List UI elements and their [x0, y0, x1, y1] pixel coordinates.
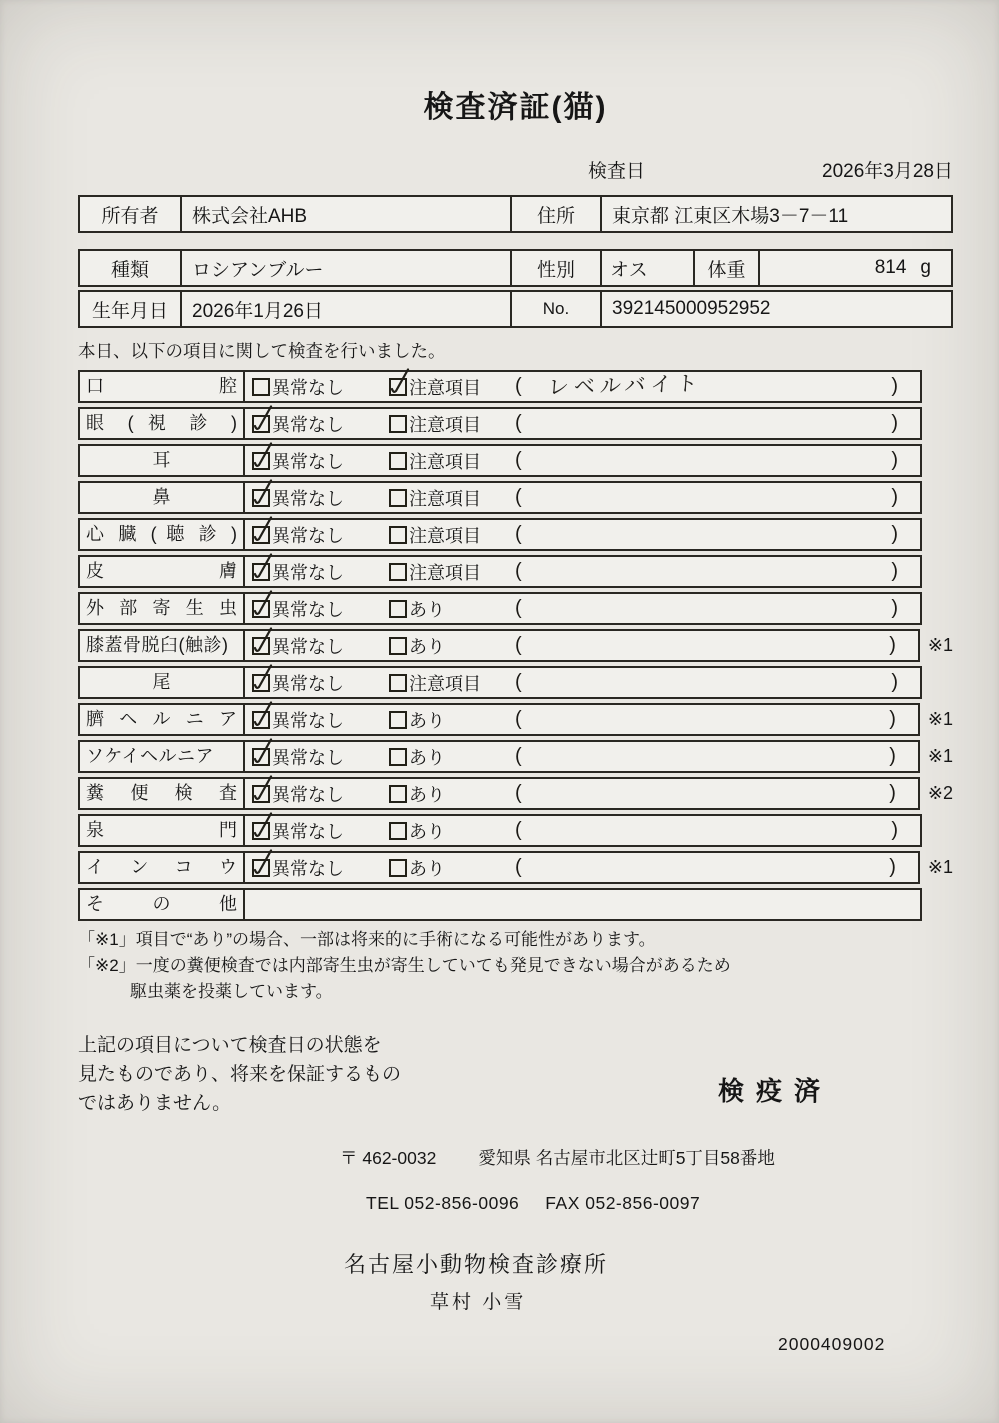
item-options [245, 631, 918, 660]
checklist-row-box [78, 666, 922, 699]
open-paren: ( [515, 634, 522, 656]
item-label: 皮 膚 [80, 557, 245, 586]
checkbox-option [389, 744, 515, 770]
checkbox-option [252, 559, 389, 585]
option-label: 注意項目 [409, 673, 481, 694]
unchecked-checkbox-icon [389, 563, 407, 581]
checked-checkbox-icon [252, 526, 270, 544]
inspection-date-value: 2026年3月28日 [822, 161, 953, 182]
item-label: そ の 他 [80, 890, 245, 919]
item-label: 外 部 寄 生 虫 [80, 594, 245, 623]
option-label: 異常なし [272, 451, 344, 472]
unchecked-checkbox-icon [389, 452, 407, 470]
option-label: 異常なし [272, 821, 344, 842]
checkbox-option [252, 485, 389, 511]
checklist-row-box [78, 740, 920, 773]
checkbox-option [389, 596, 515, 622]
close-paren: ) [891, 375, 898, 397]
checked-checkbox-icon [252, 748, 270, 766]
address-value: 東京都 江東区木場3－7－11 [612, 205, 849, 227]
item-label: 泉 門 [80, 816, 245, 845]
checklist-row-box [78, 555, 922, 588]
breed-value: ロシアンブルー [182, 251, 512, 285]
option-label: あり [409, 636, 445, 657]
option-label: 注意項目 [409, 451, 481, 472]
handwritten-note [522, 636, 889, 646]
item-options [245, 816, 920, 845]
checkbox-option [252, 707, 389, 733]
checkbox-option [389, 448, 515, 474]
checked-checkbox-icon [252, 674, 270, 692]
weight-number: 814 [874, 257, 907, 278]
option-label: 異常なし [272, 710, 344, 731]
checkbox-option [389, 855, 515, 881]
handwritten-note [522, 784, 889, 794]
footnote-mark: ※1 [927, 746, 953, 766]
footnote-mark: ※1 [927, 635, 953, 655]
checklist-row [78, 444, 953, 477]
checklist-row-box [78, 814, 922, 847]
handwritten-note [522, 673, 892, 683]
handwritten-note [522, 414, 892, 424]
checkbox-option [252, 670, 389, 696]
footnote-mark: ※1 [927, 709, 953, 729]
item-label: 膝蓋骨脱臼(触診) [80, 631, 245, 660]
checklist-row-box [78, 851, 920, 884]
checkbox-option [252, 744, 389, 770]
sex-label: 性別 [512, 251, 602, 285]
handwritten-note [522, 488, 892, 498]
handwritten-note [522, 562, 892, 572]
handwritten-note [522, 821, 892, 831]
checkbox-option [389, 633, 515, 659]
checkbox-option [252, 781, 389, 807]
item-options [245, 779, 918, 808]
unchecked-checkbox-icon [252, 378, 270, 396]
checkbox-option [389, 670, 515, 696]
handwritten-note: レベルバイト [546, 371, 703, 399]
checked-checkbox-icon [252, 785, 270, 803]
checked-checkbox-icon [252, 415, 270, 433]
option-label: 異常なし [272, 488, 344, 509]
checklist-row-box [78, 703, 920, 736]
open-paren: ( [515, 745, 522, 767]
handwritten-note [522, 710, 889, 720]
checklist-row [78, 592, 953, 625]
checklist-row-box [78, 444, 922, 477]
option-label: 異常なし [272, 377, 344, 398]
birth-row [78, 290, 953, 328]
item-label: 尾 [80, 668, 245, 697]
serial-number: 2000409002 [778, 1334, 886, 1354]
item-options [245, 853, 918, 882]
checked-checkbox-icon [252, 600, 270, 618]
item-label: 心 臓 ( 聴 診 ) [80, 520, 245, 549]
option-label: あり [409, 710, 445, 731]
unchecked-checkbox-icon [389, 637, 407, 655]
option-label: 異常なし [272, 858, 344, 879]
checklist-row [78, 666, 953, 699]
open-paren: ( [515, 819, 522, 841]
sex-value: オス [602, 251, 695, 285]
option-label: 注意項目 [409, 525, 481, 546]
item-label: ソケイヘルニア [80, 742, 245, 771]
unchecked-checkbox-icon [389, 822, 407, 840]
clinic-address-row [78, 1145, 953, 1170]
close-paren: ) [889, 708, 896, 730]
checkbox-option [252, 448, 389, 474]
item-label: 臍 ヘ ル ニ ア [80, 705, 245, 734]
option-label: 異常なし [272, 599, 344, 620]
item-options [245, 446, 920, 475]
footnotes [78, 927, 953, 1005]
checked-checkbox-icon [389, 378, 407, 396]
disclaimer-line-1: 上記の項目について検査日の状態を [78, 1035, 382, 1056]
checkbox-option [252, 818, 389, 844]
checklist-row-box [78, 592, 922, 625]
handwritten-note [522, 599, 892, 609]
checkbox-option [252, 522, 389, 548]
option-label: あり [409, 784, 445, 805]
open-paren: ( [515, 671, 522, 693]
disclaimer-block [78, 1031, 953, 1131]
close-paren: ) [891, 597, 898, 619]
option-label: 異常なし [272, 784, 344, 805]
checked-checkbox-icon [252, 452, 270, 470]
option-label: あり [409, 821, 445, 842]
checklist-row-box [78, 888, 922, 921]
breed-row [78, 249, 953, 287]
handwritten-note [522, 858, 889, 868]
disclaimer-line-2: 見たものであり、将来を保証するもの [78, 1064, 402, 1085]
close-paren: ) [891, 671, 898, 693]
open-paren: ( [515, 708, 522, 730]
checkbox-option [252, 855, 389, 881]
checked-checkbox-icon [252, 563, 270, 581]
checkbox-option [389, 374, 515, 400]
open-paren: ( [515, 375, 522, 397]
footnote-mark: ※1 [927, 857, 953, 877]
checkbox-option [389, 559, 515, 585]
clinic-address: 愛知県 名古屋市北区辻町5丁目58番地 [478, 1148, 775, 1168]
weight-label: 体重 [695, 251, 760, 285]
unchecked-checkbox-icon [389, 600, 407, 618]
open-paren: ( [515, 523, 522, 545]
checklist-row-box [78, 629, 920, 662]
close-paren: ) [889, 745, 896, 767]
option-label: 異常なし [272, 414, 344, 435]
weight-unit: g [920, 257, 931, 278]
option-label: 注意項目 [409, 562, 481, 583]
checklist-row [78, 370, 953, 403]
open-paren: ( [515, 449, 522, 471]
item-label: 口 腔 [80, 372, 245, 401]
address-label: 住所 [512, 197, 602, 231]
unchecked-checkbox-icon [389, 748, 407, 766]
checklist-row-box [78, 777, 920, 810]
footnote-2-continued: 駆虫薬を投薬しています。 [130, 982, 333, 1001]
unchecked-checkbox-icon [389, 674, 407, 692]
checked-checkbox-icon [252, 637, 270, 655]
handwritten-note [522, 747, 889, 757]
checked-checkbox-icon [252, 489, 270, 507]
owner-table [78, 195, 953, 233]
checklist-row [78, 555, 953, 588]
close-paren: ) [891, 819, 898, 841]
item-options [245, 409, 920, 438]
option-label: あり [409, 747, 445, 768]
checklist-row [78, 407, 953, 440]
checkbox-option [252, 633, 389, 659]
close-paren: ) [889, 634, 896, 656]
option-label: 異常なし [272, 525, 344, 546]
handwritten-note [522, 525, 892, 535]
checklist-row-box [78, 370, 922, 403]
footnote-1: 「※1」項目で“あり”の場合、一部は将来的に手術になる可能性があります。 [78, 930, 656, 949]
checklist-row [78, 518, 953, 551]
clinic-phone-row [78, 1193, 953, 1214]
checkbox-option [389, 411, 515, 437]
checkbox-option [252, 596, 389, 622]
owner-value: 株式会社AHB [182, 197, 512, 231]
close-paren: ) [891, 486, 898, 508]
checklist-row [78, 814, 953, 847]
option-label: 注意項目 [409, 377, 481, 398]
clinic-tel: TEL 052-856-0096 [366, 1193, 520, 1213]
footnote-2: 「※2」一度の糞便検査では内部寄生虫が寄生していても発見できない場合があるため [78, 956, 731, 975]
item-options [245, 890, 920, 919]
handwritten-note [522, 451, 892, 461]
birth-label: 生年月日 [80, 292, 182, 326]
unchecked-checkbox-icon [389, 415, 407, 433]
weight-value [760, 251, 951, 285]
checkbox-option [389, 522, 515, 548]
page-title: 検査済証(猫) [423, 91, 608, 124]
clinic-name: 名古屋小動物検査診療所 [344, 1252, 609, 1277]
item-label: 鼻 [80, 483, 245, 512]
checklist-row [78, 703, 953, 736]
checklist-row [78, 481, 953, 514]
no-label: No. [512, 292, 602, 326]
option-label: あり [409, 858, 445, 879]
close-paren: ) [891, 412, 898, 434]
close-paren: ) [891, 523, 898, 545]
item-options [245, 668, 920, 697]
option-label: 注意項目 [409, 488, 481, 509]
checkbox-option [389, 818, 515, 844]
certificate-content [78, 0, 953, 1355]
option-label: あり [409, 599, 445, 620]
open-paren: ( [515, 560, 522, 582]
checklist-row-box [78, 481, 922, 514]
clinic-fax: FAX 052-856-0097 [545, 1193, 701, 1213]
checklist-row-box [78, 518, 922, 551]
checklist-row [78, 851, 953, 884]
option-label: 異常なし [272, 747, 344, 768]
quarantine-stamp: 検疫済 [718, 1076, 833, 1106]
inspection-date-label: 検査日 [588, 161, 646, 182]
veterinarian-name: 草村 小雪 [430, 1292, 527, 1313]
unchecked-checkbox-icon [389, 785, 407, 803]
checked-checkbox-icon [252, 822, 270, 840]
checked-checkbox-icon [252, 859, 270, 877]
no-value: 392145000952952 [612, 298, 771, 319]
checkbox-option [252, 374, 389, 400]
item-options [245, 742, 918, 771]
open-paren: ( [515, 486, 522, 508]
option-label: 注意項目 [409, 414, 481, 435]
checklist [78, 370, 953, 921]
unchecked-checkbox-icon [389, 526, 407, 544]
close-paren: ) [889, 782, 896, 804]
breed-label: 種類 [80, 251, 182, 285]
item-options [245, 594, 920, 623]
unchecked-checkbox-icon [389, 489, 407, 507]
open-paren: ( [515, 597, 522, 619]
close-paren: ) [889, 856, 896, 878]
item-options [245, 705, 918, 734]
checkbox-option [389, 485, 515, 511]
close-paren: ) [891, 560, 898, 582]
open-paren: ( [515, 412, 522, 434]
checkbox-option [389, 781, 515, 807]
open-paren: ( [515, 856, 522, 878]
checkbox-option [389, 707, 515, 733]
item-options [245, 520, 920, 549]
option-label: 異常なし [272, 636, 344, 657]
checkbox-option [252, 411, 389, 437]
intro-text: 本日、以下の項目に関して検査を行いました。 [78, 341, 446, 361]
checked-checkbox-icon [252, 711, 270, 729]
checklist-row-box [78, 407, 922, 440]
unchecked-checkbox-icon [389, 711, 407, 729]
open-paren: ( [515, 782, 522, 804]
checklist-row [78, 740, 953, 773]
item-options [245, 483, 920, 512]
item-options [245, 557, 920, 586]
item-options [245, 372, 920, 401]
item-label: 眼 ( 視 診 ) [80, 409, 245, 438]
clinic-postal-code: 〒 462-0032 [340, 1148, 437, 1168]
checklist-row [78, 777, 953, 810]
disclaimer-line-3: ではありません。 [78, 1093, 232, 1114]
birth-value: 2026年1月26日 [182, 292, 512, 326]
inspection-date-row [78, 156, 953, 183]
checklist-row [78, 629, 953, 662]
checklist-row [78, 888, 953, 921]
footnote-mark: ※2 [927, 783, 953, 803]
close-paren: ) [891, 449, 898, 471]
unchecked-checkbox-icon [389, 859, 407, 877]
item-label: イ ン コ ウ [80, 853, 245, 882]
option-label: 異常なし [272, 562, 344, 583]
option-label: 異常なし [272, 673, 344, 694]
item-label: 糞 便 検 査 [80, 779, 245, 808]
item-label: 耳 [80, 446, 245, 475]
owner-label: 所有者 [80, 197, 182, 231]
